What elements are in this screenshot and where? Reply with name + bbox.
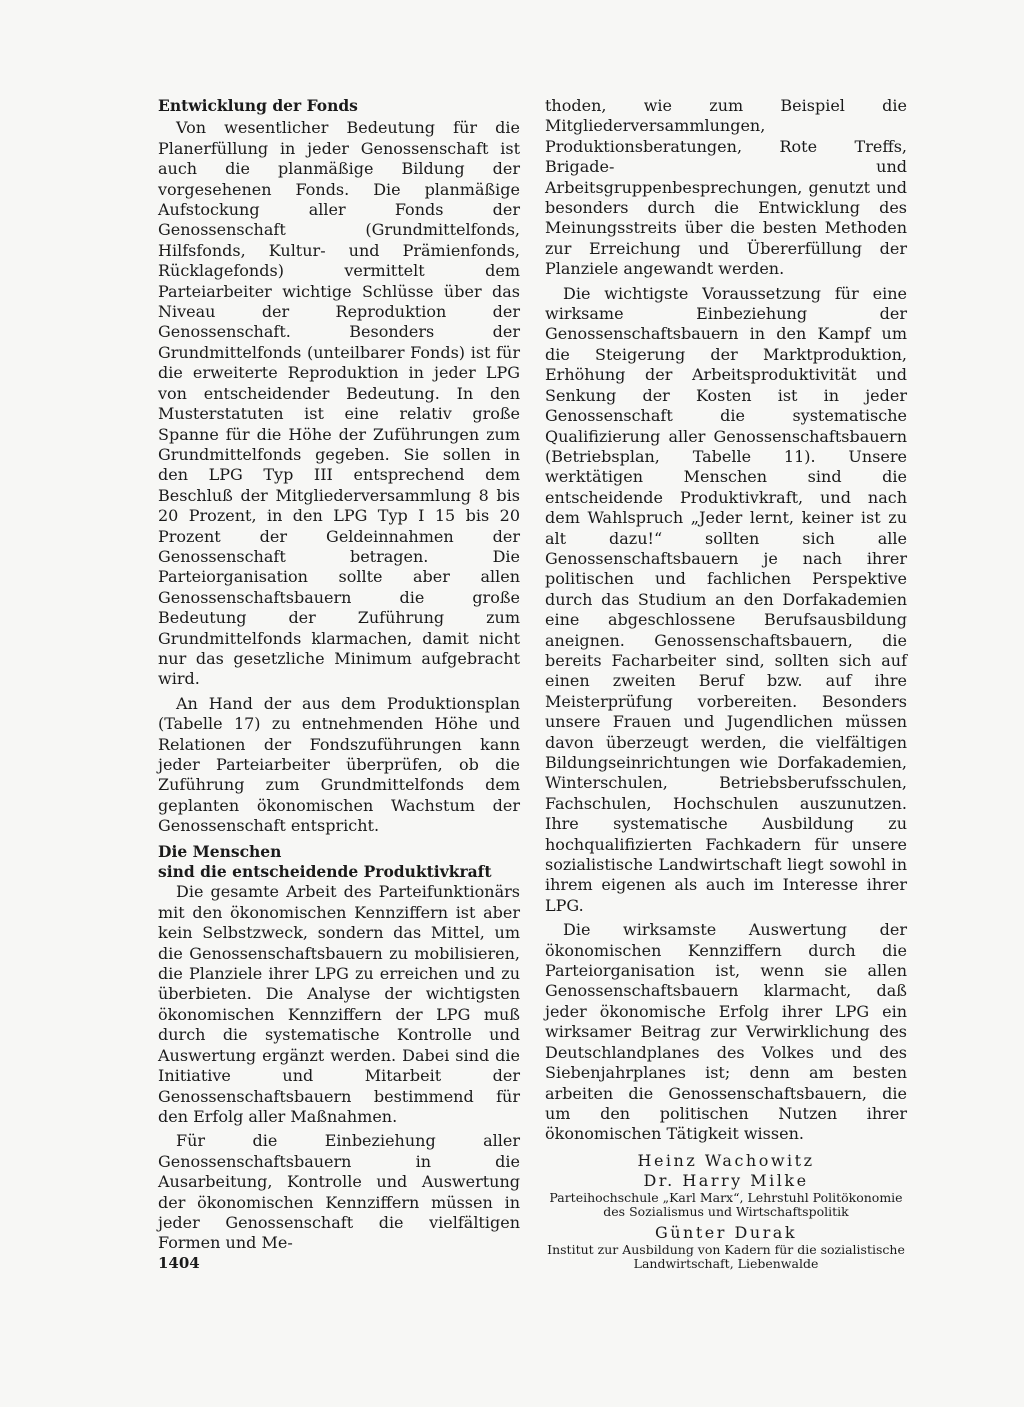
author-name: Dr. Harry Milke	[643, 1170, 809, 1190]
right-column	[545, 96, 907, 1275]
signature-block	[545, 1151, 907, 1271]
paragraph: Die wichtigste Voraussetzung für eine wirksame Einbeziehung der Genossenschaftsbauern in den Kampf um die Steigerung der Marktproduktion, Erhöhung der Arbeitsproduktivität und Senkung der Kosten ist in jeder Genossenschaft die systematische Qualifizierung aller Genossenschaftsbauern (Betriebsplan, Tabelle 11). Unsere werktätigen Menschen sind die entscheidende Produktivkraft, und nach dem Wahlspruch „Jeder lernt, keiner ist zu alt dazu!“ sollten sich alle Genossenschaftsbauern je nach ihrer politischen und fachlichen Perspektive durch das Studium an den Dorfakademien eine abgeschlossene Berufsausbildung aneignen. Genossenschaftsbauern, die bereits Facharbeiter sind, sollten sich auf einen zweiten Beruf bzw. auf ihre Meisterprüfung vorbereiten. Besonders unsere Frauen und Jugendlichen müssen davon überzeugt werden, die vielfältigen Bildungseinrichtungen wie Dorfakademien, Winterschulen, Betriebsberufsschulen, Fachschulen, Hochschulen auszunutzen. Ihre systematische Ausbildung zu hochqualifizierten Fachkadern für unsere sozialistische Landwirtschaft liegt sowohl in ihrem eigenen als auch im Interesse ihrer LPG.	[545, 283, 907, 915]
paragraph: Von wesentlicher Bedeutung für die Planerfüllung in jeder Genossenschaft ist auch die planmäßige Bildung der vorgesehenen Fonds. Die planmäßige Aufstockung aller Fonds der Genossenschaft (Grundmittelfonds, Hilfsfonds, Kultur- und Prämienfonds, Rücklagefonds) vermittelt dem Parteiarbeiter wichtige Schlüsse über das Niveau der Reproduktion der Genossenschaft. Besonders der Grundmittelfonds (unteilbarer Fonds) ist für die erweiterte Reproduktion in jeder LPG von entscheidender Bedeutung. In den Musterstatuten ist eine relativ große Spanne für die Höhe der Zuführungen zum Grundmittelfonds gegeben. Sie sollen in den LPG Typ III entsprechend dem Beschluß der Mitgliederversammlung 8 bis 20 Prozent, in den LPG Typ I 15 bis 20 Prozent der Geldeinnahmen der Genossenschaft betragen. Die Parteiorganisation sollte aber allen Genossenschaftsbauern die große Bedeutung der Zuführung zum Grundmittelfonds klarmachen, damit nicht nur das gesetzliche Minimum aufgebracht wird.	[158, 118, 520, 689]
heading-line: sind die entscheidende Produktivkraft	[158, 862, 492, 882]
section-heading-menschen	[158, 842, 520, 883]
paragraph: An Hand der aus dem Produktionsplan (Tabelle 17) zu entnehmenden Höhe und Relationen der Fondszuführungen kann jeder Parteiarbeiter überprüfen, ob die Zuführung zum Grundmittelfonds dem geplanten ökonomischen Wachstum der Genossenschaft entspricht.	[158, 693, 520, 836]
author-name: Heinz Wachowitz	[637, 1150, 815, 1170]
author-affiliation: Institut zur Ausbildung von Kadern für die sozialistische Landwirtschaft, Liebenwalde	[547, 1241, 905, 1271]
heading-line: Die Menschen	[158, 841, 282, 861]
page-number: 1404	[158, 1254, 200, 1272]
paragraph: Für die Einbeziehung aller Genossenschaftsbauern in die Ausarbeitung, Kontrolle und Auswertung der ökonomischen Kennziffern müssen in jeder Genossenschaft die vielfältigen Formen und Me-	[158, 1131, 520, 1253]
section-heading-fonds: Entwicklung der Fonds	[158, 96, 358, 115]
author-name: Günter Durak	[654, 1222, 798, 1242]
left-column	[158, 96, 520, 1258]
paragraph: thoden, wie zum Beispiel die Mitgliederversammlungen, Produktionsberatungen, Rote Treffs, Brigade- und Arbeitsgruppenbesprechungen, genutzt und besonders durch die Entwicklung des Meinungsstreits über die besten Methoden zur Erreichung und Übererfüllung der Planziele angewandt werden.	[545, 96, 907, 279]
paragraph: Die gesamte Arbeit des Parteifunktionärs mit den ökonomischen Kennziffern ist aber kein Selbstzweck, sondern das Mittel, um die Genossenschaftsbauern zu mobilisieren, die Planziele ihrer LPG zu erreichen und zu überbieten. Die Analyse der wichtigsten ökonomischen Kennziffern der LPG muß durch die systematische Kontrolle und Auswertung ergänzt werden. Dabei sind die Initiative und Mitarbeit der Genossenschaftsbauern bestimmend für den Erfolg aller Maßnahmen.	[158, 882, 520, 1126]
author-affiliation: Parteihochschule „Karl Marx“, Lehrstuhl Politökonomie des Sozialismus und Wirtschaftspolitik	[549, 1189, 903, 1219]
paragraph: Die wirksamste Auswertung der ökonomischen Kennziffern durch die Parteiorganisation ist, wenn sie allen Genossenschaftsbauern klarmacht, daß jeder ökonomische Erfolg ihrer LPG ein wirksamer Beitrag zur Verwirklichung des Deutschlandplanes des Volkes und des Siebenjahrplanes ist; denn am besten arbeiten die Genossenschaftsbauern, die um den politischen Nutzen ihrer ökonomischen Tätigkeit wissen.	[545, 920, 907, 1144]
